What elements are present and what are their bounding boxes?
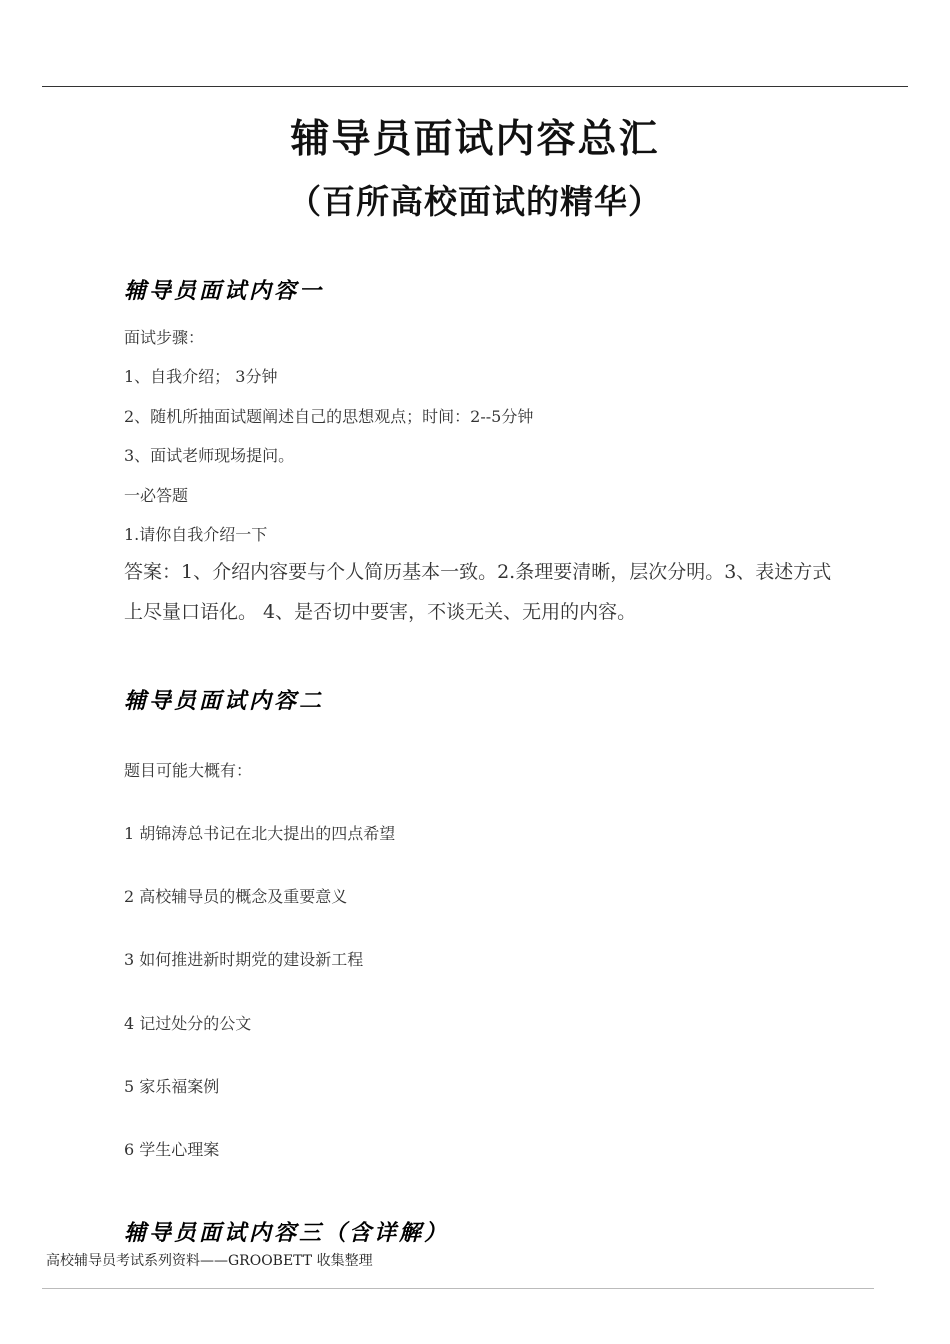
topic-2: 2 高校辅导员的概念及重要意义 (124, 887, 348, 906)
topics-label: 题目可能大概有： (124, 761, 253, 780)
topic-1: 1 胡锦涛总书记在北大提出的四点希望 (124, 824, 396, 843)
page-footer: 高校辅导员考试系列资料——GROOBETT 收集整理 (46, 1253, 373, 1269)
topic-6: 6 学生心理案 (124, 1140, 220, 1159)
document-subtitle: （百所高校面试的精华） (288, 182, 662, 221)
footer-rule (42, 1288, 874, 1289)
section-heading-2: 辅导员面试内容二 (124, 688, 325, 714)
interview-steps-label: 面试步骤： (124, 328, 205, 347)
question-1: 1.请你自我介绍一下 (124, 525, 268, 544)
header-rule (42, 86, 908, 87)
required-questions-label: 一必答题 (124, 486, 189, 505)
answer-paragraph: 答案：1、介绍内容要与个人简历基本一致。2.条理要清晰，层次分明。3、表述方式上尽量口语化。 4、是否切中要害，不谈无关、无用的内容。 (124, 561, 832, 623)
step-1: 1、自我介绍； 3分钟 (124, 367, 278, 386)
document-title: 辅导员面试内容总汇 (290, 117, 660, 162)
step-2: 2、随机所抽面试题阐述自己的思想观点；时间：2--5分钟 (124, 407, 534, 426)
step-3: 3、面试老师现场提问。 (124, 446, 295, 465)
topic-4: 4 记过处分的公文 (124, 1014, 252, 1033)
section-heading-3: 辅导员面试内容三（含详解） (124, 1220, 450, 1246)
topic-5: 5 家乐福案例 (124, 1077, 220, 1096)
section-heading-1: 辅导员面试内容一 (124, 278, 325, 304)
topic-3: 3 如何推进新时期党的建设新工程 (124, 950, 364, 969)
